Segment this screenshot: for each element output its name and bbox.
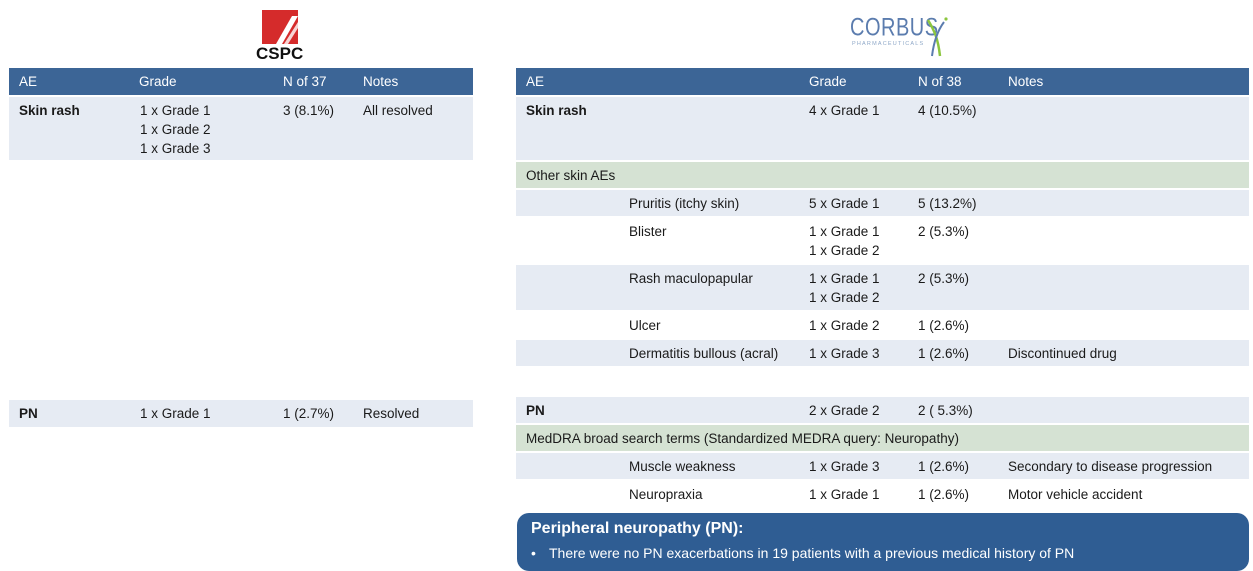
left-skin-grade-1: 1 x Grade 1 — [140, 103, 211, 118]
right-neuropraxia-term: Neuropraxia — [629, 487, 703, 502]
left-header-notes: Notes — [363, 74, 399, 89]
left-skin-grade-2: 1 x Grade 2 — [140, 122, 211, 137]
corbus-logo-name: CORBUS — [850, 14, 939, 42]
right-rash-grade-1: 1 x Grade 1 — [809, 271, 880, 286]
left-skin-grades — [140, 101, 211, 158]
right-table-header — [516, 68, 1249, 95]
right-pruritis-grade: 5 x Grade 1 — [809, 196, 880, 211]
left-row-skin-rash — [9, 97, 473, 160]
right-row-dermatitis-bullous — [516, 340, 1249, 366]
right-row-ulcer — [516, 312, 1249, 338]
corbus-logo-swoosh-icon — [926, 16, 948, 58]
right-rash-term: Rash maculopapular — [629, 271, 753, 286]
right-row-pn — [516, 397, 1249, 423]
right-row-rash-maculopapular — [516, 265, 1249, 310]
right-muscle-notes: Secondary to disease progression — [1008, 459, 1213, 474]
right-blister-term: Blister — [629, 224, 667, 239]
left-skin-notes: All resolved — [363, 103, 433, 118]
right-row-muscle-weakness — [516, 453, 1249, 479]
right-dermatitis-grade: 1 x Grade 3 — [809, 346, 880, 361]
right-row-pruritis — [516, 190, 1249, 216]
left-pn-grade: 1 x Grade 1 — [140, 406, 211, 421]
right-rash-grade-2: 1 x Grade 2 — [809, 290, 880, 305]
right-row-neuropraxia — [516, 481, 1249, 507]
right-header-ae: AE — [526, 74, 545, 89]
pn-callout-bullet-row — [531, 545, 1074, 561]
right-ulcer-n: 1 (2.6%) — [918, 318, 970, 333]
right-row-skin-rash — [516, 97, 1249, 160]
left-skin-n: 3 (8.1%) — [283, 103, 335, 118]
right-skin-n: 4 (10.5%) — [918, 103, 977, 118]
pn-callout-title: Peripheral neuropathy (PN): — [531, 520, 744, 537]
left-pn-ae: PN — [19, 406, 38, 421]
right-muscle-n: 1 (2.6%) — [918, 459, 970, 474]
right-pn-grade: 2 x Grade 2 — [809, 403, 880, 418]
left-header-n: N of 37 — [283, 74, 327, 89]
right-meddra-label-row — [516, 425, 1249, 451]
right-pruritis-n: 5 (13.2%) — [918, 196, 977, 211]
right-header-grade: Grade — [809, 74, 847, 89]
corbus-logo-subtitle: PHARMACEUTICALS — [852, 41, 925, 47]
right-header-notes: Notes — [1008, 74, 1044, 89]
right-neuropraxia-notes: Motor vehicle accident — [1008, 487, 1143, 502]
right-rash-grades — [809, 269, 880, 307]
left-skin-ae: Skin rash — [19, 103, 80, 118]
bullet-dot-icon: • — [531, 545, 536, 561]
right-other-skin-label-row — [516, 162, 1249, 188]
right-ulcer-grade: 1 x Grade 2 — [809, 318, 880, 333]
cspc-logo — [258, 10, 308, 64]
left-pn-n: 1 (2.7%) — [283, 406, 335, 421]
cspc-logo-mark-icon — [262, 10, 302, 46]
right-rash-n: 2 (5.3%) — [918, 271, 970, 286]
right-pruritis-term: Pruritis (itchy skin) — [629, 196, 740, 211]
right-blister-grade-2: 1 x Grade 2 — [809, 243, 880, 258]
cspc-logo-text: CSPC — [256, 44, 304, 63]
left-pn-notes: Resolved — [363, 406, 420, 421]
right-skin-grade: 4 x Grade 1 — [809, 103, 880, 118]
right-pn-n: 2 ( 5.3%) — [918, 403, 973, 418]
right-ulcer-term: Ulcer — [629, 318, 661, 333]
right-skin-ae: Skin rash — [526, 103, 587, 118]
right-dermatitis-n: 1 (2.6%) — [918, 346, 970, 361]
right-dermatitis-term: Dermatitis bullous (acral) — [629, 346, 779, 361]
pn-callout-bullet: There were no PN exacerbations in 19 patients with a previous medical history of PN — [549, 545, 1075, 561]
right-row-blister — [516, 218, 1249, 263]
left-table-header — [9, 68, 473, 95]
right-dermatitis-notes: Discontinued drug — [1008, 346, 1117, 361]
right-header-n: N of 38 — [918, 74, 962, 89]
right-blister-grade-1: 1 x Grade 1 — [809, 224, 880, 239]
corbus-logo — [850, 10, 950, 60]
left-header-ae: AE — [19, 74, 38, 89]
right-blister-n: 2 (5.3%) — [918, 224, 970, 239]
right-neuropraxia-grade: 1 x Grade 1 — [809, 487, 880, 502]
left-row-pn — [9, 400, 473, 427]
left-header-grade: Grade — [139, 74, 177, 89]
pn-callout-box — [517, 513, 1249, 571]
left-skin-grade-3: 1 x Grade 3 — [140, 141, 211, 156]
right-muscle-term: Muscle weakness — [629, 459, 736, 474]
right-muscle-grade: 1 x Grade 3 — [809, 459, 880, 474]
right-blister-grades — [809, 222, 880, 260]
right-meddra-label: MedDRA broad search terms (Standardized MEDRA query: Neuropathy) — [526, 431, 959, 446]
right-neuropraxia-n: 1 (2.6%) — [918, 487, 970, 502]
right-pn-ae: PN — [526, 403, 545, 418]
right-other-skin-label: Other skin AEs — [526, 168, 616, 183]
